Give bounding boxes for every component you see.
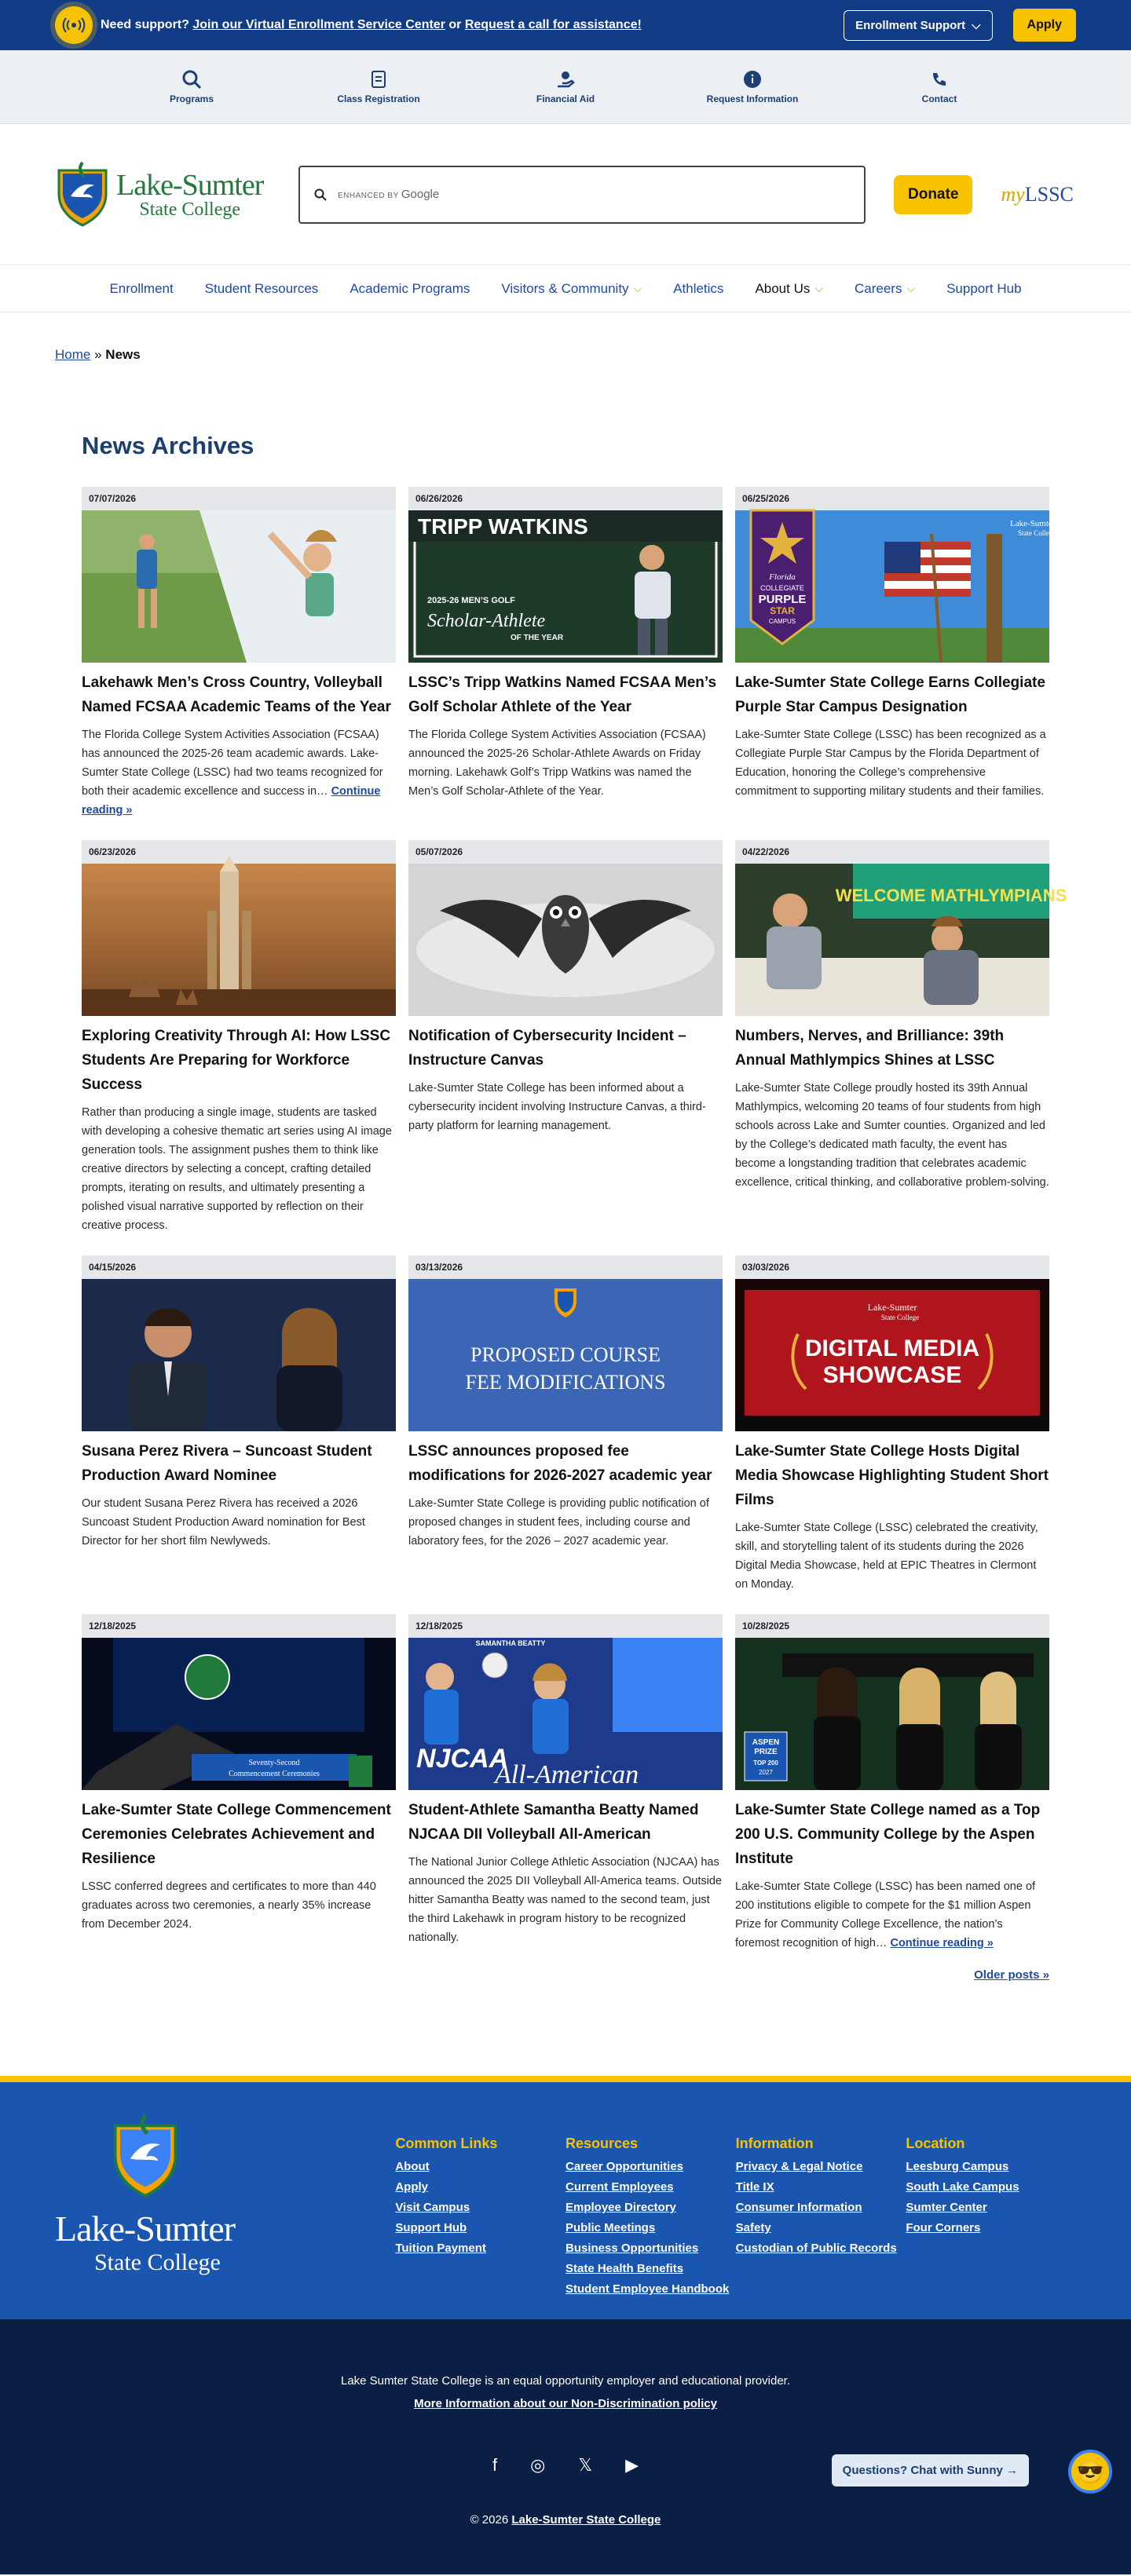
img-banner-text: STAR [770, 605, 795, 616]
post-title[interactable]: LSSC’s Tripp Watkins Named FCSAA Men’s Golf Scholar Athlete of the Year [408, 674, 717, 715]
enrollment-support-button[interactable] [844, 10, 992, 41]
post-excerpt: Lake-Sumter State College (LSSC) celebrated the creativity, skill, and storytelling talent of its students during the 2026 Digital Media Showcase, held at EPIC Theatres in Clermont on Monday. [735, 1522, 1038, 1591]
news-card [408, 487, 723, 820]
chevron-down-icon: ⌵ [972, 18, 981, 32]
site-logo[interactable] [55, 161, 267, 228]
img-logo-text: Lake-Sumter [1010, 519, 1056, 528]
search-placeholder [338, 188, 439, 201]
img-badge-text: PRIZE [754, 1748, 778, 1756]
footer-column-title: Resources [566, 2136, 639, 2151]
facebook-icon[interactable]: f [492, 2455, 498, 2475]
news-card [82, 840, 396, 1235]
chevron-down-icon: ⌵ [814, 282, 823, 294]
img-banner-text: WELCOME MATHLYMPIANS [835, 886, 1067, 905]
news-grid [82, 487, 1067, 1973]
post-image[interactable] [735, 864, 1067, 1016]
post-date: 04/15/2026 [82, 1255, 396, 1279]
main-content [0, 347, 1131, 1982]
img-line2: All-American [495, 1760, 639, 1789]
x-icon[interactable]: 𝕏 [578, 2455, 593, 2475]
nav-careers[interactable] [855, 281, 915, 297]
img-banner-text: PURPLE [758, 593, 807, 606]
nav-label: Academic Programs [350, 280, 470, 296]
footer-link[interactable]: Employee Directory [566, 2201, 676, 2214]
nav-label: Athletics [673, 280, 724, 296]
footer-column-resources [566, 2136, 736, 2319]
post-excerpt: Rather than producing a single image, students are tasked with developing a cohesive thematic art series using AI image generation tools. The assignment pushes them to think like creative directors by selecting a concept, crafting detailed prompts, iterating on results, and ultimately presenting a polished visual narrative supported by reflection on their creative process. [82, 1106, 392, 1232]
img-banner-text: Seventy-Second [248, 1759, 300, 1767]
nav-support-hub[interactable] [946, 281, 1021, 297]
nav-label: Visitors & Community [501, 280, 629, 296]
post-title[interactable]: LSSC announces proposed fee modifications for 2026-2027 academic year [408, 1443, 712, 1484]
footer-link[interactable]: State Health Benefits [566, 2262, 684, 2275]
post-excerpt-text: The Florida College System Activities Association (FCSAA) has announced the 2025-26 team academic awards. Lake-Sumter State College (LSSC) had two teams recognized for both their academic excellence and success in… [82, 729, 383, 798]
post-excerpt: The Florida College System Activities Association (FCSAA) announced the 2025-26 Scholar-Athlete Awards on Friday morning. Lakehawk Golf’s Tripp Watkins was named the Men’s Golf Scholar-Athlete of the Year. [408, 729, 706, 798]
nav-about-us[interactable] [755, 281, 823, 297]
img-banner-text: Florida [769, 572, 796, 582]
info-icon [742, 69, 763, 90]
footer-link[interactable]: Visit Campus [395, 2201, 470, 2214]
quick-link-label: Request Information [706, 93, 799, 104]
footer-link[interactable]: Career Opportunities [566, 2160, 684, 2173]
clipboard-icon [368, 69, 389, 90]
post-title[interactable]: Lake-Sumter State College Commencement Ceremonies Celebrates Achievement and Resilience [82, 1802, 391, 1867]
footer-link[interactable]: Leesburg Campus [906, 2160, 1009, 2173]
search-google-label: Google [401, 188, 440, 201]
post-date: 07/07/2026 [82, 487, 396, 510]
post-excerpt: LSSC conferred degrees and certificates to more than 440 graduates across two ceremonies, a nearly 35% increase from December 2024. [82, 1880, 376, 1931]
news-card [408, 1255, 723, 1594]
post-title[interactable]: Lake-Sumter State College Hosts Digital Media Showcase Highlighting Student Short Films [735, 1443, 1049, 1508]
footer-column-information [736, 2136, 906, 2319]
news-card [408, 840, 723, 1235]
post-excerpt: The National Junior College Athletic Association (NJCAA) has announced the 2025 DII Volleyball All-America teams. Outside hitter Samantha Beatty was named to the second team, just the third Lakehawk in program history to be recognized nationally. [408, 1856, 722, 1944]
post-title[interactable]: Susana Perez Rivera – Suncoast Student Production Award Nominee [82, 1443, 372, 1484]
support-bar [0, 0, 1131, 50]
page-title: News Archives [82, 432, 254, 459]
post-excerpt: Lake-Sumter State College (LSSC) has been recognized as a Collegiate Purple Star Campus by the Florida Department of Education, honoring the College’s comprehensive commitment to supporting military students and their families. [735, 729, 1046, 798]
search-icon [181, 69, 202, 90]
post-excerpt: Our student Susana Perez Rivera has received a 2026 Suncoast Student Production Award nomination for Best Director for her short film Newlyweds. [82, 1497, 365, 1547]
post-excerpt: Lake-Sumter State College has been informed about a cybersecurity incident involving Instructure Canvas, a third-party platform for learning management. [408, 1082, 706, 1132]
nav-academic-programs[interactable] [350, 281, 470, 297]
footer-column-title: Common Links [395, 2136, 498, 2151]
post-date: 12/18/2025 [408, 1614, 723, 1638]
footer-link[interactable]: South Lake Campus [906, 2180, 1019, 2194]
quick-link-label: Contact [921, 93, 957, 104]
post-image[interactable] [735, 510, 1056, 663]
news-card [735, 1255, 1049, 1594]
broadcast-icon [55, 6, 93, 44]
chevron-down-icon: ⌵ [906, 282, 916, 294]
nav-athletics[interactable] [673, 281, 723, 297]
logo-line2: State College [139, 199, 240, 220]
img-line1: NJCAA [416, 1744, 509, 1774]
img-banner-text: COLLEGIATE [760, 584, 804, 592]
donate-button[interactable]: Donate [894, 175, 972, 214]
news-card [82, 1255, 396, 1594]
support-or: or [448, 18, 462, 31]
nav-visitors-community[interactable] [501, 281, 642, 297]
post-image[interactable] [82, 1638, 396, 1790]
continue-reading-link[interactable]: Continue reading » [82, 785, 381, 817]
breadcrumb-home[interactable]: Home [55, 347, 91, 362]
img-title: TRIPP WATKINS [418, 514, 588, 539]
post-image[interactable] [735, 1638, 1049, 1790]
quick-link-label: Class Registration [337, 93, 420, 104]
footer-link[interactable]: Sumter Center [906, 2201, 987, 2214]
mylssc-link[interactable] [1001, 183, 1073, 206]
news-card [82, 487, 396, 820]
img-badge-text: ASPEN [752, 1738, 780, 1747]
youtube-icon[interactable]: ▶ [625, 2455, 639, 2475]
footer-link[interactable]: Support Hub [395, 2221, 467, 2234]
news-card [735, 487, 1056, 820]
equal-opportunity-text: Lake Sumter State College is an equal opportunity employer and educational provider. [340, 2374, 791, 2388]
phone-icon [929, 69, 950, 90]
img-logo-text: State College [880, 1314, 920, 1321]
quick-link-request-information[interactable] [659, 50, 846, 123]
mylssc-my: my [1001, 182, 1025, 206]
img-top-text: SAMANTHA BEATTY [475, 1639, 546, 1647]
nav-label: Careers [855, 280, 902, 296]
post-title[interactable]: Lake-Sumter State College Earns Collegiate Purple Star Campus Designation [735, 674, 1045, 715]
img-sub3: OF THE YEAR [511, 634, 564, 642]
img-badge-text: 2027 [759, 1769, 773, 1776]
quick-link-financial-aid[interactable] [472, 50, 659, 123]
post-image[interactable] [82, 1279, 396, 1431]
instagram-icon[interactable]: ◎ [530, 2455, 546, 2475]
sunny-avatar-icon[interactable]: 😎 [1068, 2450, 1112, 2494]
footer-link[interactable]: Privacy & Legal Notice [735, 2160, 863, 2173]
post-title[interactable]: Exploring Creativity Through AI: How LSSC Students Are Preparing for Workforce Success [82, 1028, 391, 1093]
post-date: 06/23/2026 [82, 840, 396, 864]
img-sub2: Scholar-Athlete [427, 611, 546, 631]
img-line2: FEE MODIFICATIONS [465, 1371, 666, 1394]
virtual-center-link[interactable]: Join our Virtual Enrollment Service Center [192, 18, 445, 31]
post-image[interactable] [408, 510, 723, 663]
enrollment-support-label: Enrollment Support [855, 18, 966, 32]
support-message [101, 18, 642, 32]
footer-logo-line2: State College [94, 2249, 221, 2275]
footer-link[interactable]: Tuition Payment [395, 2242, 486, 2255]
footer-logo-line1: Lake-Sumter [55, 2209, 236, 2249]
breadcrumb-current: News [105, 347, 141, 362]
chevron-down-icon: ⌵ [633, 282, 642, 294]
img-sub1: 2025-26 MEN’S GOLF [427, 596, 515, 605]
post-title[interactable]: Notification of Cybersecurity Incident – Instructure Canvas [408, 1028, 686, 1069]
footer-link[interactable]: Current Employees [566, 2180, 674, 2194]
nav-label: About Us [755, 280, 811, 296]
support-lead: Need support? [101, 18, 189, 31]
img-badge-text: TOP 200 [753, 1759, 778, 1767]
header [0, 124, 1131, 265]
post-image[interactable] [82, 510, 396, 663]
post-image[interactable] [82, 864, 396, 1016]
older-posts-link[interactable]: Older posts » [974, 1968, 1049, 1982]
non-discrimination-link[interactable]: More Information about our Non-Discrimination policy [414, 2397, 717, 2410]
breadcrumb-separator: » [94, 347, 102, 362]
footer-link[interactable]: About [395, 2160, 430, 2173]
post-excerpt [735, 1877, 1049, 1953]
post-title[interactable]: Student-Athlete Samantha Beatty Named NJCAA DII Volleyball All-American [408, 1802, 699, 1843]
post-excerpt: Lake-Sumter State College proudly hosted its 39th Annual Mathlympics, welcoming 20 teams of four students from high schools across Lake and Sumter counties. Organized and led by the College’s dedicated math faculty, the event has become a longstanding tradition that celebrates academic excellence, critical thinking, and collaborative problem-solving. [735, 1082, 1049, 1189]
post-date: 04/22/2026 [735, 840, 1049, 864]
news-card [735, 1614, 1049, 1953]
post-date: 12/18/2025 [82, 1614, 396, 1638]
copyright-prefix: © 2026 [470, 2513, 509, 2527]
quick-link-programs[interactable] [98, 50, 285, 123]
continue-reading-link[interactable]: Continue reading » [890, 1937, 994, 1949]
footer-link[interactable]: Public Meetings [566, 2221, 656, 2234]
post-date: 05/07/2026 [408, 840, 723, 864]
footer-link[interactable]: Business Opportunities [566, 2242, 699, 2255]
search-icon [314, 188, 327, 201]
img-logo-text: Lake-Sumter [867, 1302, 917, 1313]
mylssc-lssc: LSSC [1024, 182, 1074, 206]
news-card [735, 840, 1067, 1235]
post-date: 03/13/2026 [408, 1255, 723, 1279]
footer-link[interactable]: Custodian of Public Records [735, 2242, 897, 2255]
post-excerpt [82, 725, 396, 820]
footer-column-title: Location [906, 2136, 965, 2151]
post-image[interactable] [408, 1279, 723, 1431]
college-shield-icon [110, 2114, 181, 2200]
footer-bottom [0, 2319, 1131, 2574]
footer-link[interactable]: Apply [395, 2180, 428, 2194]
quick-link-label: Programs [169, 93, 214, 104]
post-date: 06/26/2026 [408, 487, 723, 510]
search-input[interactable] [298, 166, 866, 224]
search-enhanced-label: ENHANCED BY [338, 192, 399, 200]
img-banner-text: Commencement Ceremonies [229, 1770, 320, 1778]
logo-line1: Lake-Sumter [116, 168, 264, 202]
img-logo-text: State College [1018, 529, 1056, 537]
request-call-link[interactable]: Request a call for assistance! [464, 18, 642, 31]
footer-column-location [906, 2136, 1076, 2319]
post-image[interactable] [408, 864, 723, 1016]
post-date: 10/28/2025 [735, 1614, 1049, 1638]
main-nav [0, 265, 1131, 312]
news-card [408, 1614, 723, 1953]
apply-button[interactable]: Apply [1013, 9, 1076, 42]
chat-with-sunny-button[interactable]: Questions? Chat with Sunny → [832, 2454, 1029, 2486]
copyright-link[interactable]: Lake-Sumter State College [511, 2513, 661, 2527]
post-date: 03/03/2026 [735, 1255, 1049, 1279]
post-title[interactable]: Lakehawk Men’s Cross Country, Volleyball Named FCSAA Academic Teams of the Year [82, 674, 391, 715]
footer-column-common-links [395, 2136, 566, 2319]
quick-link-label: Financial Aid [536, 93, 595, 104]
post-image[interactable] [408, 1638, 723, 1790]
money-hand-icon [555, 69, 576, 90]
footer-link[interactable]: Consumer Information [735, 2201, 862, 2214]
post-title[interactable]: Lake-Sumter State College named as a Top 200 U.S. Community College by the Aspen Institute [735, 1802, 1041, 1867]
quick-link-class-registration[interactable] [285, 50, 472, 123]
nav-label: Student Resources [204, 280, 319, 296]
post-image[interactable] [735, 1279, 1049, 1431]
quick-link-contact[interactable] [846, 50, 1033, 123]
news-card [82, 1614, 396, 1953]
nav-student-resources[interactable] [205, 281, 319, 297]
footer-link[interactable]: Four Corners [906, 2221, 981, 2234]
post-excerpt: Lake-Sumter State College is providing public notification of proposed changes in student fees, including course and laboratory fees, for the 2026 – 2027 academic year. [408, 1497, 709, 1547]
img-line1: PROPOSED COURSE [470, 1343, 661, 1366]
img-line1: DIGITAL MEDIA [804, 1336, 980, 1361]
nav-label: Enrollment [109, 280, 174, 296]
post-title[interactable]: Numbers, Nerves, and Brilliance: 39th Annual Mathlympics Shines at LSSC [735, 1028, 1005, 1069]
img-banner-text: CAMPUS [768, 618, 796, 625]
post-date: 06/25/2026 [735, 487, 1049, 510]
post-excerpt-text: Lake-Sumter State College (LSSC) has been named one of 200 institutions eligible to compete for the $1 million Aspen Prize for Community College Excellence, the nation’s foremost recognition of high… [735, 1880, 1036, 1949]
footer-column-title: Information [735, 2136, 814, 2151]
college-shield-icon [55, 161, 110, 228]
footer-link[interactable]: Safety [735, 2221, 771, 2234]
breadcrumb [55, 347, 1076, 363]
img-line2: SHOWCASE [822, 1362, 962, 1388]
nav-enrollment[interactable] [109, 281, 173, 297]
copyright [0, 2513, 1131, 2527]
footer [0, 2076, 1131, 2319]
footer-logo[interactable] [55, 2114, 395, 2319]
footer-link[interactable]: Student Employee Handbook [566, 2282, 730, 2296]
footer-link[interactable]: Title IX [735, 2180, 774, 2194]
quick-links-bar [0, 50, 1131, 124]
nav-label: Support Hub [946, 280, 1022, 296]
